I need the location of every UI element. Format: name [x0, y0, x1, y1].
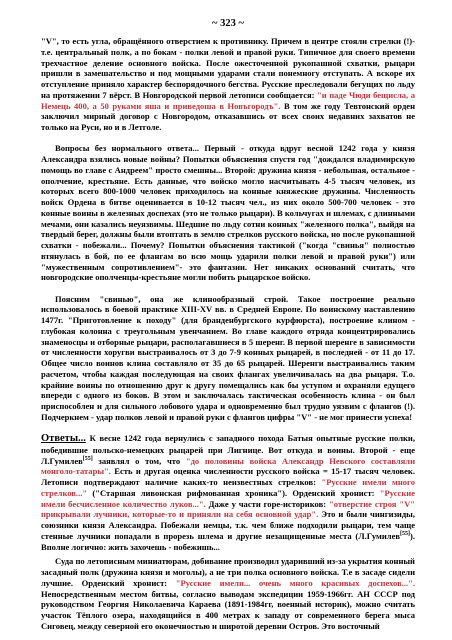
page-number: ~ 323 ~: [212, 18, 244, 29]
paragraph-questions: Вопросы без нормального ответа... Первый - откуда вдруг весной 1242 года у князя Александра взялись новые войны? Попытки объяснения спустя год "дождался владимирскую помощь во главе с Андреем" просто смешны... Второй: дружина князя - небольшая, остальное - ополчение, крестьяне. Есть данные, что войско могло насчитывать 4-5 тысяч человек, из которых всего 800-1000 человек приходилось на конные княжеские дружины. Численность войск Ордена в битве оценивается в 10-12 тысяч чел., из них около 500-700 человек - это конные воины в железных доспехах (это не только рыцари). В кольчугах и шлемах, с длинными мечами, они казались неуязвимы. Шедшие по льду сотни конных "железного полка", выйдя на твердый берег, должны были втоптать в землю стрелков русского войска, но после рукопашной схватки - побежали... Почему? Попытки объяснения тактикой ("когда "свинья" полностью втянулась в бой, по ее флангам во всю мощь ударили полки левой и правой руки") или "мужественным сопротивлением"- это фантазии. Нет никаких оснований считать, что новгородские ополченцы-крестьяне могли побить рыцарское войско.: [41, 143, 415, 283]
text-run: Это и были чингизиды, союзники князя Александра. Побежали немцы, т.к. чем ближе подходили рыцари, тем чаще стенные лучники попадали в прорезь шлема и другие незащищенные места (Л.Гумилев: [41, 509, 415, 541]
text-run: Непосредственным местом битвы, согласно выводам экспедиции 1959-1966гг. АН СССР под руководством Георгия Николаевича Караева (1891-1984гг, военный историк), можно считать участок Тёплого озера, находящийся в 400 метрах к западу от современного берега мыса Сиговец, между северной его оконечностью и широтой деревни Остров. Это восточный: [41, 588, 415, 631]
paragraph-battle-account: [41, 36, 415, 133]
paragraph-miniatures: [41, 556, 415, 631]
footnote-ref[interactable]: [55]: [400, 530, 411, 537]
quote-gumilev: "до половины войска Александр Невского составляли монголо-татары".: [41, 455, 415, 477]
paragraph-answers: [41, 433, 415, 552]
text-run: ). Вполне логично: жить захочешь - побежишь...: [41, 530, 415, 552]
paragraph-wedge-formation: Поясним "свинью", она же клинообразный строй. Такое построение реально использовалось в боевой практике XIII-XV вв. в Средней Европе. По воинскому наставлению 1477г. "Приготовление к походу" (для бранденбургского курфюрста), построение клином - глубокая колонна с треугольным увенчанием. Во главе каждого отряда концентрировались знаменосцы и отборные рыцари, располагавшиеся в 5 шеренг. В первой шеренге в зависимости от численности хоругви выстраивалось от 3 до 7-9 конных рыцарей, в последней - от 11 до 17. Общее число воинов клина составляло от 35 до 65 рыцарей. Шеренги выстраивались таким расчетом, чтобы каждая последующая на своих флангах увеличивалась на два рыцаря. Т.о. крайние воины по отношению друг к другу помещались как бы уступом и охраняли едущего впереди с одного из боков. В этом и заключалась тактическая особенность клина - он был приспособлен и для сильного лобового удара и одновременно был трудно уязвим с флангов (!). Подчеркнем - удар полков левой и правой руки с флангов цифры "V" - не мог принести успеха!: [41, 293, 415, 422]
chronicle-quote: "и паде Чюди бещисла, а Немець 400, а 50 руками яша и приведоша в Новъгородъ".: [41, 89, 415, 111]
text-run: "V", то есть угла, обращённого отверстием к противнику. Причем в центре стояли стрелки (!)- т.е. центральный полк, а по бокам - полки левой и правой руки. Типичное для своего времени трехчастное деление основного войска. После ожесточенной рукопашной схватки, рыцари пришли в замешательство и под мощными ударами стали понемногу отступать. А вскоре их отступление приняло характер беспорядочного бегства. Русские преследовали бегущих по льду на протяжении 7 вёрст. В Новгородской первой летописи сообщается:: [41, 36, 415, 100]
answers-heading: Ответы...: [41, 433, 86, 444]
text-run: заявлял о том, что: [92, 455, 186, 466]
quote-historians: "отверстие строя "V" прикрывали лучники, которые-то и приняли на себя основной удар".: [41, 498, 415, 520]
quote-armor: "Русские имели... очень много красивых доспехов...".: [175, 577, 415, 588]
text-run: К весне 1242 года вернулись с западного похода Батыя опытные русские полки, победившие польско-немецких рыцарей при Лигнице. Вот откуда и воины. Второй - еще Л.Гумилев: [41, 433, 415, 466]
text-run: Суда по летописным миниатюрам, добивание производил ударивший из-за укрытия конный засадный полк (дружина князя и моголы), а не три полка основного войска. Т.е в засаде сидели лучшие. Орденский хронист:: [41, 556, 415, 588]
quote-order-chronicler: "Русские имели бесчисленное количество луков...".: [41, 487, 415, 509]
text-run: Есть и другая оценка численности русского войска = 15-17 тысяч человек. Летописи подтверждают наличие каких-то неизвестных стрелков:: [41, 466, 415, 487]
quote-chronicle-archers: "Русские имели много стрелков...": [41, 477, 415, 498]
text-run: В том же году Тевтонский орден заключил мирный договор с Новгородом, отказавшись от всех своих недавних захватов не только на Руси, но и в Летголе.: [41, 100, 415, 132]
text-run: ("Старшая ливонская рифмованная хроника"). Орденский хронист:: [87, 487, 380, 498]
footnote-ref[interactable]: [55]: [82, 455, 93, 462]
text-run: Даже у части горе-историков:: [205, 498, 329, 509]
